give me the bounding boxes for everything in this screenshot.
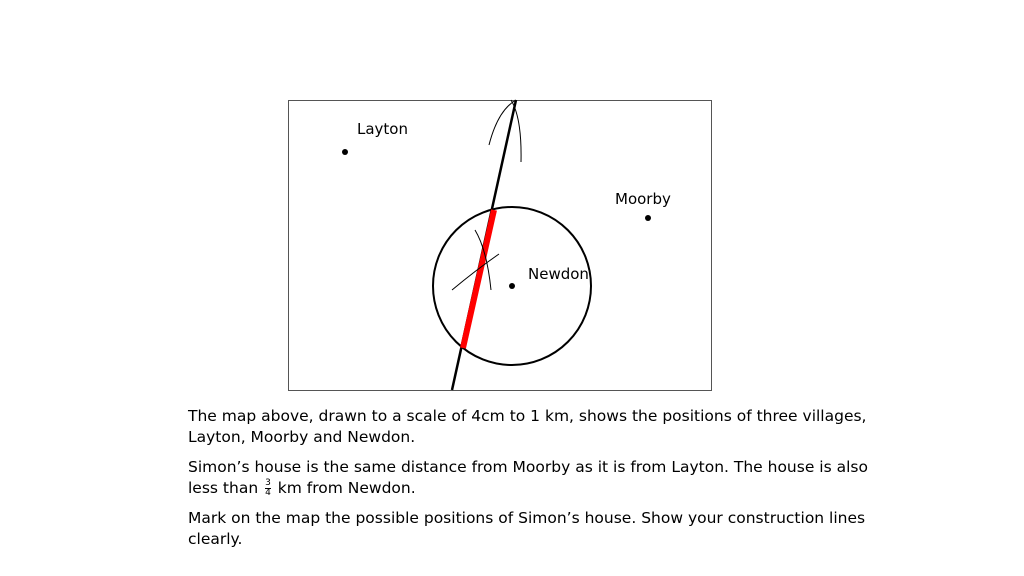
question-text	[188, 406, 868, 559]
question-paragraph-2	[188, 457, 868, 499]
three-quarters-fraction	[265, 479, 271, 498]
question-paragraph-2-start: Simon’s house is the same distance from Moorby as it is from Layton. The house is also less than	[188, 458, 868, 497]
fraction-numerator: 3	[265, 478, 271, 488]
newdon-label: Newdon	[528, 265, 589, 283]
newdon-point	[509, 283, 515, 289]
moorby-point	[645, 215, 651, 221]
moorby-label: Moorby	[615, 190, 671, 208]
fraction-denominator: 4	[265, 488, 271, 498]
question-paragraph-1: The map above, drawn to a scale of 4cm to 1 km, shows the positions of three villages, Layton, Moorby and Newdon.	[188, 407, 867, 446]
map-border	[289, 101, 712, 391]
question-paragraph-3: Mark on the map the possible positions of Simon’s house. Show your construction lines clearly.	[188, 509, 866, 548]
construction-arc-top-right	[511, 100, 521, 162]
layton-label: Layton	[357, 120, 408, 138]
layton-point	[342, 149, 348, 155]
question-paragraph-2-end: km from Newdon.	[277, 479, 416, 497]
